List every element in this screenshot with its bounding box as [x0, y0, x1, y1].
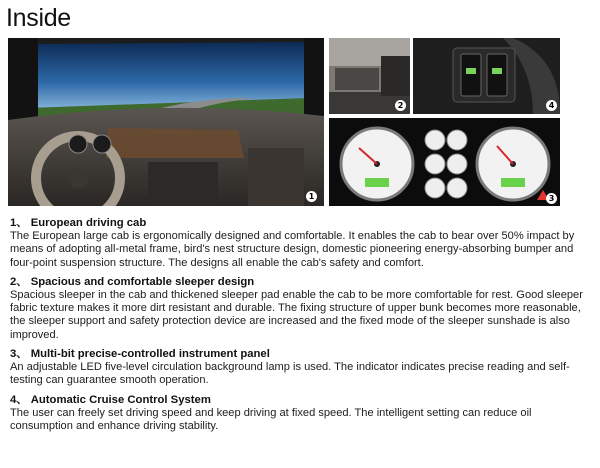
sleeper-photo	[329, 38, 410, 114]
section-heading: 2、 Spacious and comfortable sleeper design	[10, 275, 255, 288]
feature-sections	[10, 216, 594, 438]
cab-interior-photo	[8, 38, 324, 206]
photo-badge: 4	[546, 100, 557, 111]
feature-section	[10, 216, 594, 270]
feature-section	[10, 393, 594, 434]
section-heading: 1、 European driving cab	[10, 217, 147, 229]
section-heading: 3、 Multi-bit precise-controlled instrument panel	[10, 348, 270, 361]
photo-badge: 1	[306, 191, 317, 202]
section-heading: 4、 Automatic Cruise Control System	[10, 393, 211, 406]
switch-panel-photo	[413, 38, 560, 114]
page-title: Inside	[6, 4, 71, 32]
section-body: The user can freely set driving speed and keep driving at fixed speed. The intelligent setting can reduce oil consumption and enhance driving stability.	[10, 406, 532, 432]
instrument-panel-photo	[329, 118, 560, 206]
section-body: Spacious sleeper in the cab and thickened sleeper pad enable the cab to be more comfortable for rest. Good sleeper fabric texture makes it more dirt resistant and durable. The fixing structure of upper bunk becomes more reasonable, the sleeper support and safety protection device are increased and the fixed mode of the sleeper sunshade is also improved.	[10, 288, 583, 341]
feature-section	[10, 275, 594, 342]
photo-badge: 2	[395, 100, 406, 111]
section-body: An adjustable LED five-level circulation background lamp is used. The indicator indicates precise reading and self-testing can guarantee smooth operation.	[10, 361, 570, 387]
feature-section	[10, 347, 594, 388]
photo-badge: 3	[546, 193, 557, 204]
section-body: The European large cab is ergonomically designed and comfortable. It enables the cab to bear over 50% impact by means of adopting all-metal frame, bird's nest structure design, domestic pioneering energy-absorbing bumper and four-point suspension structure. The designs all enable the cab's safety and comfort.	[10, 230, 575, 269]
